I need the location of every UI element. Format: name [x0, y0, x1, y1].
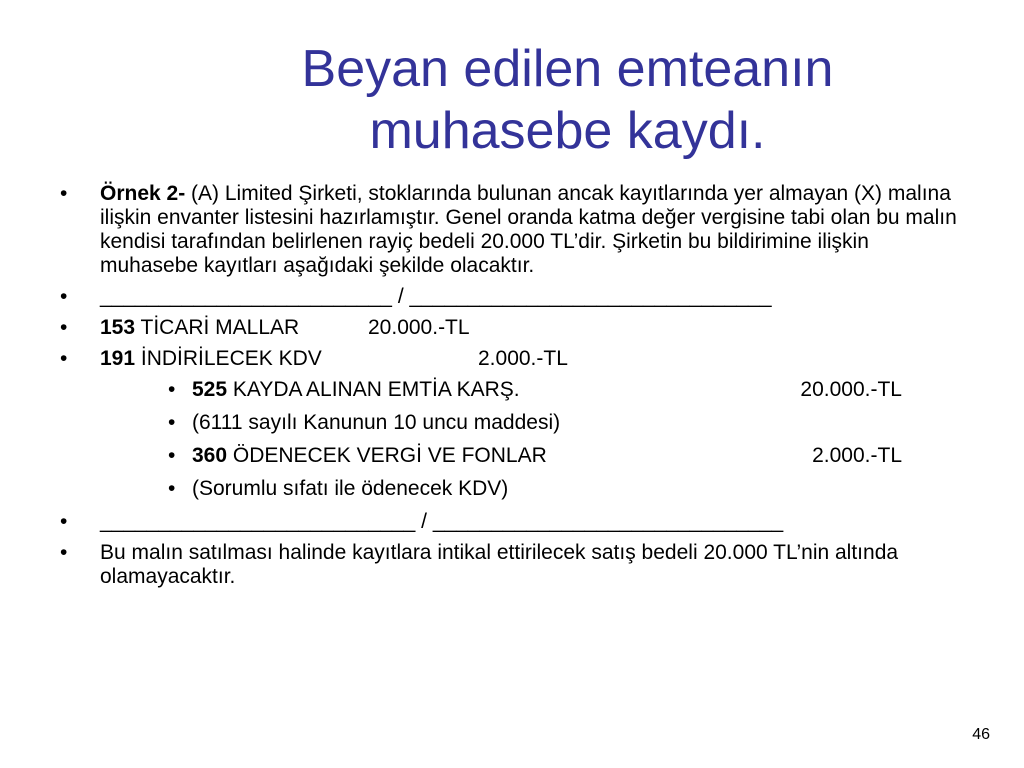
separator-line: ___________________________ / ______________________________	[100, 510, 784, 533]
account-code: 525	[192, 378, 228, 401]
account-code: 153	[100, 316, 136, 339]
bullet-item-closing	[58, 541, 968, 589]
bullet-item-separator-1	[58, 285, 968, 309]
sub-item-note-6111	[58, 411, 968, 435]
sub-item-entry-525	[58, 378, 968, 402]
bullet-list	[58, 182, 968, 596]
entry-360-amount: 2.000.-TL	[812, 444, 902, 467]
example-text: (A) Limited Şirketi, stoklarında bulunan ancak kayıtlarında yer almayan (X) malına ilişkin envanter listesini hazırlamıştır. Genel oranda katma değer vergisine tabi olan bu malın kendisi tarafından belirlenen rayiç bedeli 20.000 TL’dir. Şirketin bu bildirimine ilişkin muhasebe kayıtları aşağıdaki şekilde olacaktır.	[100, 182, 957, 277]
bullet-glyph: •	[60, 285, 68, 308]
account-name: İNDİRİLECEK KDV	[135, 347, 322, 370]
example-label: Örnek 2-	[100, 182, 186, 205]
bullet-glyph: •	[60, 510, 68, 533]
entry-153-amount: 20.000.-TL	[368, 316, 470, 339]
entry-191-account	[100, 347, 478, 371]
bullet-glyph: •	[168, 477, 176, 500]
title-line-1: Beyan edilen emteanın	[301, 40, 834, 98]
account-code: 360	[192, 444, 228, 467]
bullet-glyph: •	[60, 541, 68, 564]
note-text: (6111 sayılı Kanunun 10 uncu maddesi)	[192, 411, 561, 434]
entry-153-account	[100, 316, 368, 340]
account-code: 191	[100, 347, 136, 370]
entry-525-amount: 20.000.-TL	[800, 378, 902, 401]
page-number: 46	[972, 726, 990, 743]
title-line-2: muhasebe kaydı.	[369, 102, 766, 160]
account-name: KAYDA ALINAN EMTİA KARŞ.	[227, 378, 520, 401]
closing-text: Bu malın satılması halinde kayıtlara intikal ettirilecek satış bedeli 20.000 TL’nin altında olamayacaktır.	[100, 541, 899, 588]
slide-title	[200, 38, 935, 162]
bullet-glyph: •	[168, 411, 176, 434]
account-name: ÖDENECEK VERGİ VE FONLAR	[227, 444, 547, 467]
bullet-item-entry-153	[58, 316, 968, 340]
sub-item-note-kdv	[58, 477, 968, 501]
account-name: TİCARİ MALLAR	[135, 316, 300, 339]
bullet-item-entry-191	[58, 347, 968, 371]
bullet-glyph: •	[60, 316, 68, 339]
sub-item-entry-360	[58, 444, 968, 468]
bullet-item-example	[58, 182, 968, 278]
entry-191-amount: 2.000.-TL	[478, 347, 568, 370]
bullet-glyph: •	[168, 444, 176, 467]
note-text: (Sorumlu sıfatı ile ödenecek KDV)	[192, 477, 509, 500]
bullet-glyph: •	[60, 182, 68, 205]
bullet-item-separator-2	[58, 510, 968, 534]
bullet-glyph: •	[168, 378, 176, 401]
bullet-glyph: •	[60, 347, 68, 370]
separator-line: _________________________ / _______________________________	[100, 285, 772, 308]
